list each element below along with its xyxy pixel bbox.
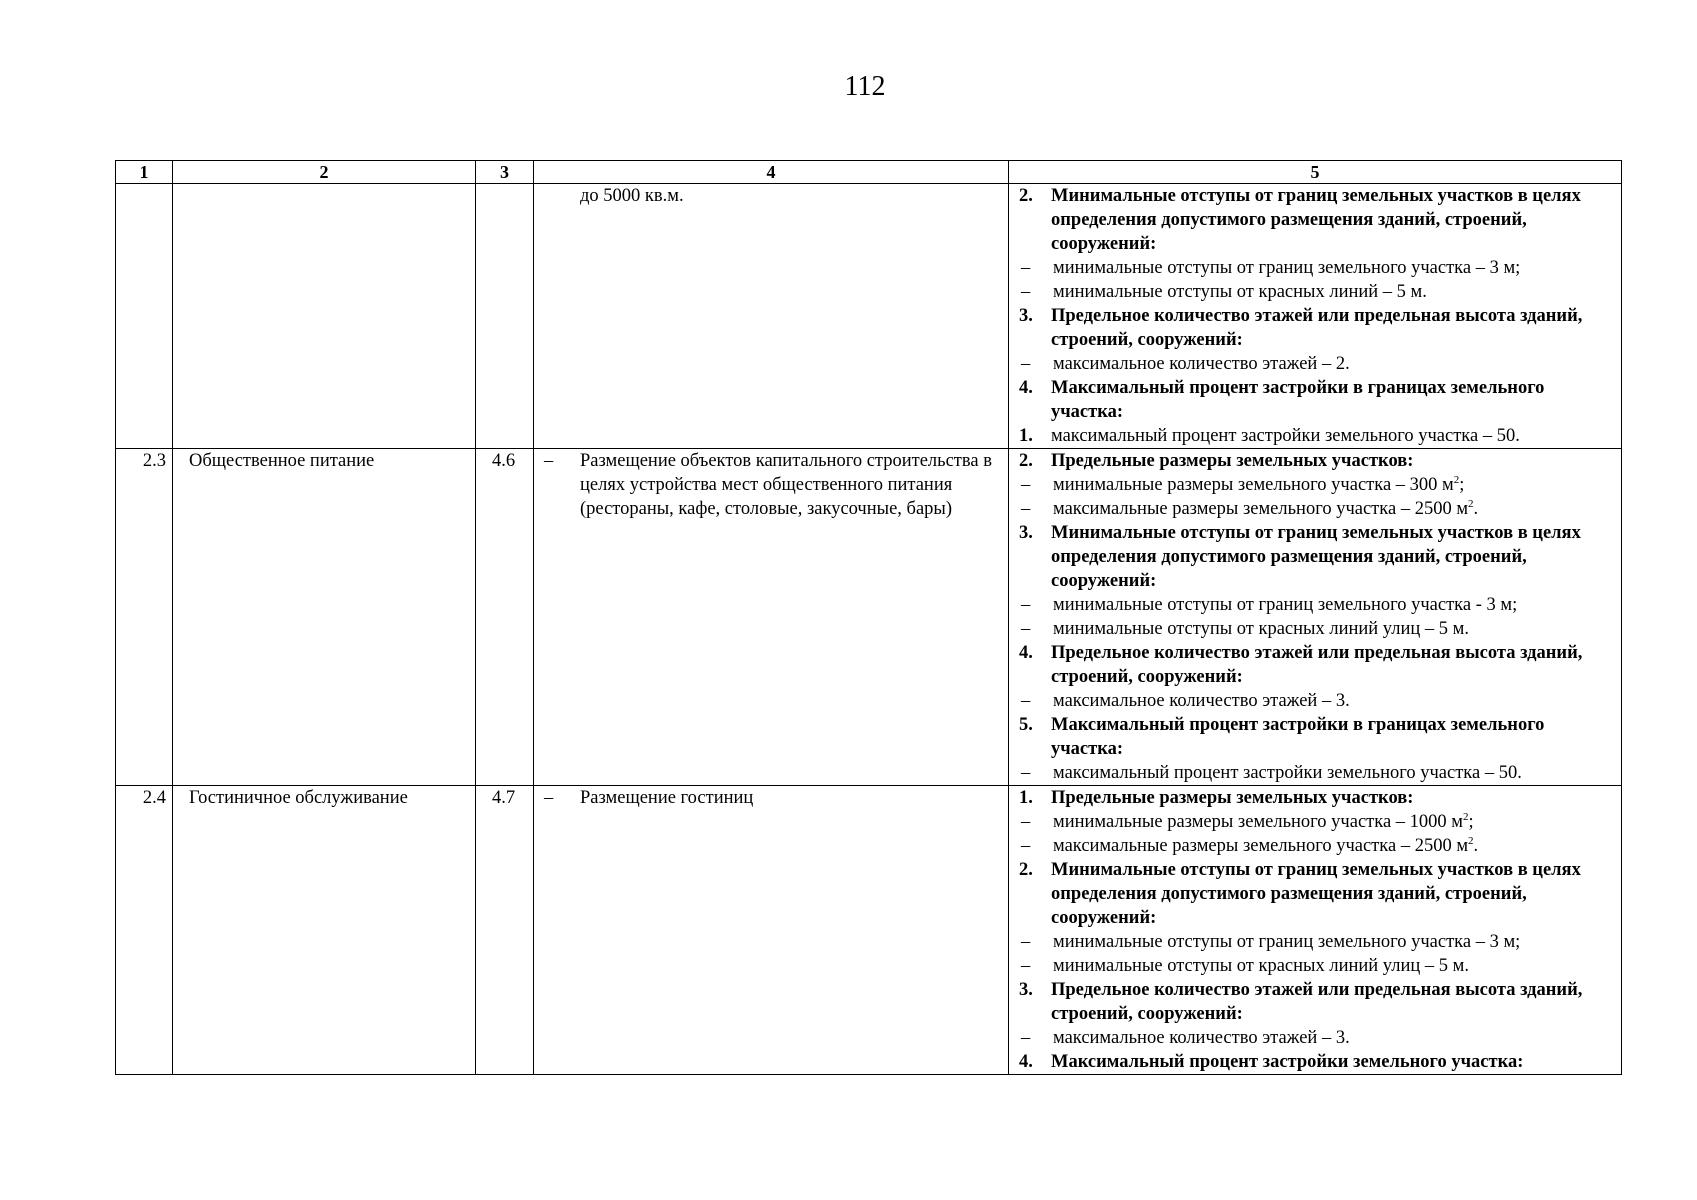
item-text: Предельные размеры земельных участков: [1051, 788, 1414, 808]
item-text: Максимальный процент застройки земельного участка: [1051, 1052, 1524, 1072]
item-text [1053, 497, 1613, 521]
table-row [116, 184, 1622, 449]
parameter-value [1019, 280, 1613, 304]
row-number: 2.3 [116, 449, 173, 786]
item-marker: 4. [1019, 643, 1033, 663]
use-type-code: 4.6 [476, 449, 534, 786]
item-marker: 3. [1019, 523, 1033, 543]
item-text: минимальные отступы от красных линий – 5 м. [1053, 282, 1427, 302]
item-marker: – [1021, 812, 1031, 832]
parameter-heading [1019, 858, 1613, 930]
item-text-main: минимальные размеры земельного участка – 300 м [1053, 475, 1454, 495]
column-header: 4 [534, 161, 1009, 184]
column-header: 2 [173, 161, 476, 184]
regulations-table [115, 160, 1622, 1075]
item-text: Максимальный процент застройки в границах земельного участка: [1051, 378, 1545, 422]
description-text: Размещение объектов капитального строительства в целях устройства мест общественного питания (рестораны, кафе, столовые, закусочные, бары) [580, 451, 992, 519]
parameter-value [1019, 1026, 1613, 1050]
column-header: 5 [1009, 161, 1622, 184]
item-marker: – [1021, 836, 1031, 856]
item-text-tail: . [1473, 499, 1479, 519]
item-marker: – [1021, 354, 1031, 374]
table-row [116, 449, 1622, 786]
parameter-heading [1019, 304, 1613, 352]
item-marker: 2. [1019, 186, 1033, 206]
item-text: минимальные отступы от красных линий улиц – 5 м. [1053, 956, 1469, 976]
parameter-heading [1019, 1050, 1613, 1074]
use-type-name: Гостиничное обслуживание [173, 786, 476, 1075]
item-text: Предельные размеры земельных участков: [1051, 451, 1414, 471]
use-description [534, 449, 1009, 786]
item-marker: – [1021, 932, 1031, 952]
parameter-value [1019, 930, 1613, 954]
item-marker: 1. [1019, 426, 1033, 446]
item-marker: – [1021, 499, 1031, 519]
item-text: Минимальные отступы от границ земельных участков в целях определения допустимого размещения зданий, строений, сооружений: [1051, 523, 1581, 591]
item-text: Минимальные отступы от границ земельных участков в целях определения допустимого размещения зданий, строений, сооружений: [1051, 186, 1581, 254]
page-number: 112 [844, 71, 886, 102]
parameter-value [1019, 473, 1613, 497]
item-marker: 2. [1019, 860, 1033, 880]
parameter-heading [1019, 376, 1613, 424]
item-marker: – [1021, 595, 1031, 615]
use-type-name: Общественное питание [173, 449, 476, 786]
parameter-value [1019, 352, 1613, 376]
item-text-main: максимальные размеры земельного участка – 2500 м [1053, 499, 1469, 519]
item-text: минимальные отступы от границ земельного участка – 3 м; [1053, 932, 1521, 952]
item-text: максимальное количество этажей – 3. [1053, 1028, 1350, 1048]
description-item [544, 786, 998, 810]
parameter-value [1019, 689, 1613, 713]
parameter-heading [1019, 713, 1613, 761]
item-marker: – [1021, 956, 1031, 976]
use-description [534, 786, 1009, 1075]
row-number: 2.4 [116, 786, 173, 1075]
item-marker: – [1021, 1028, 1031, 1048]
item-text: Максимальный процент застройки в границах земельного участка: [1051, 715, 1545, 759]
item-marker: 2. [1019, 451, 1033, 471]
header-row [116, 161, 1622, 184]
parameter-value [1019, 617, 1613, 641]
superscript: 2 [1453, 474, 1460, 486]
use-type-name [173, 184, 476, 449]
parameter-value [1019, 761, 1613, 785]
item-marker: 5. [1019, 715, 1033, 735]
item-text: максимальный процент застройки земельного участка – 50. [1053, 763, 1522, 783]
item-marker: 3. [1019, 980, 1033, 1000]
item-text [1053, 473, 1613, 497]
item-marker: – [1021, 258, 1031, 278]
item-text: максимальное количество этажей – 3. [1053, 691, 1350, 711]
parameter-heading [1019, 786, 1613, 810]
parameter-value [1019, 593, 1613, 617]
parameter-heading [1019, 449, 1613, 473]
parameter-value [1019, 424, 1613, 448]
item-text: максимальное количество этажей – 2. [1053, 354, 1350, 374]
parameter-heading [1019, 641, 1613, 689]
item-marker: 3. [1019, 306, 1033, 326]
item-marker: 4. [1019, 378, 1033, 398]
item-marker: 4. [1019, 1052, 1033, 1072]
parameter-value [1019, 834, 1613, 858]
item-text: Минимальные отступы от границ земельных участков в целях определения допустимого размещения зданий, строений, сооружений: [1051, 860, 1581, 928]
description-text: до 5000 кв.м. [580, 186, 684, 206]
column-header: 1 [116, 161, 173, 184]
item-text-main: максимальные размеры земельного участка – 2500 м [1053, 836, 1469, 856]
description-item [544, 449, 998, 521]
parameter-value [1019, 810, 1613, 834]
item-text: минимальные отступы от границ земельного участка – 3 м; [1053, 258, 1521, 278]
row-number [116, 184, 173, 449]
description-text: Размещение гостиниц [580, 788, 754, 808]
column-header: 3 [476, 161, 534, 184]
item-marker: – [544, 451, 554, 471]
use-type-code [476, 184, 534, 449]
item-marker: – [1021, 691, 1031, 711]
item-text: минимальные отступы от границ земельного участка - 3 м; [1053, 595, 1518, 615]
parameter-heading [1019, 521, 1613, 593]
superscript: 2 [1463, 811, 1469, 823]
item-text: Предельное количество этажей или предельная высота зданий, строений, сооружений: [1051, 980, 1583, 1024]
superscript: 2 [1468, 835, 1474, 847]
item-text-main: минимальные размеры земельного участка – 1000 м [1053, 812, 1463, 832]
parameters-cell [1009, 449, 1622, 786]
use-type-code: 4.7 [476, 786, 534, 1075]
item-marker: – [1021, 282, 1031, 302]
parameter-heading [1019, 978, 1613, 1026]
item-marker: – [544, 788, 554, 808]
item-text [1053, 834, 1613, 858]
item-text [1053, 810, 1613, 834]
item-marker: – [1021, 619, 1031, 639]
item-text: Предельное количество этажей или предельная высота зданий, строений, сооружений: [1051, 643, 1583, 687]
parameters-cell [1009, 786, 1622, 1075]
item-text-tail: ; [1459, 475, 1465, 495]
item-text: минимальные отступы от красных линий улиц – 5 м. [1053, 619, 1469, 639]
parameters-cell [1009, 184, 1622, 449]
use-description [534, 184, 1009, 449]
superscript: 2 [1468, 498, 1474, 510]
item-text-tail: . [1473, 836, 1479, 856]
parameter-value [1019, 954, 1613, 978]
parameter-value [1019, 256, 1613, 280]
parameter-value [1019, 497, 1613, 521]
table-row [116, 786, 1622, 1075]
item-marker: – [1021, 763, 1031, 783]
item-text: Предельное количество этажей или предельная высота зданий, строений, сооружений: [1051, 306, 1583, 350]
parameter-heading [1019, 184, 1613, 256]
item-marker: 1. [1019, 788, 1033, 808]
item-text-tail: ; [1468, 812, 1474, 832]
item-marker: – [1021, 475, 1031, 495]
item-text: максимальный процент застройки земельного участка – 50. [1051, 426, 1520, 446]
